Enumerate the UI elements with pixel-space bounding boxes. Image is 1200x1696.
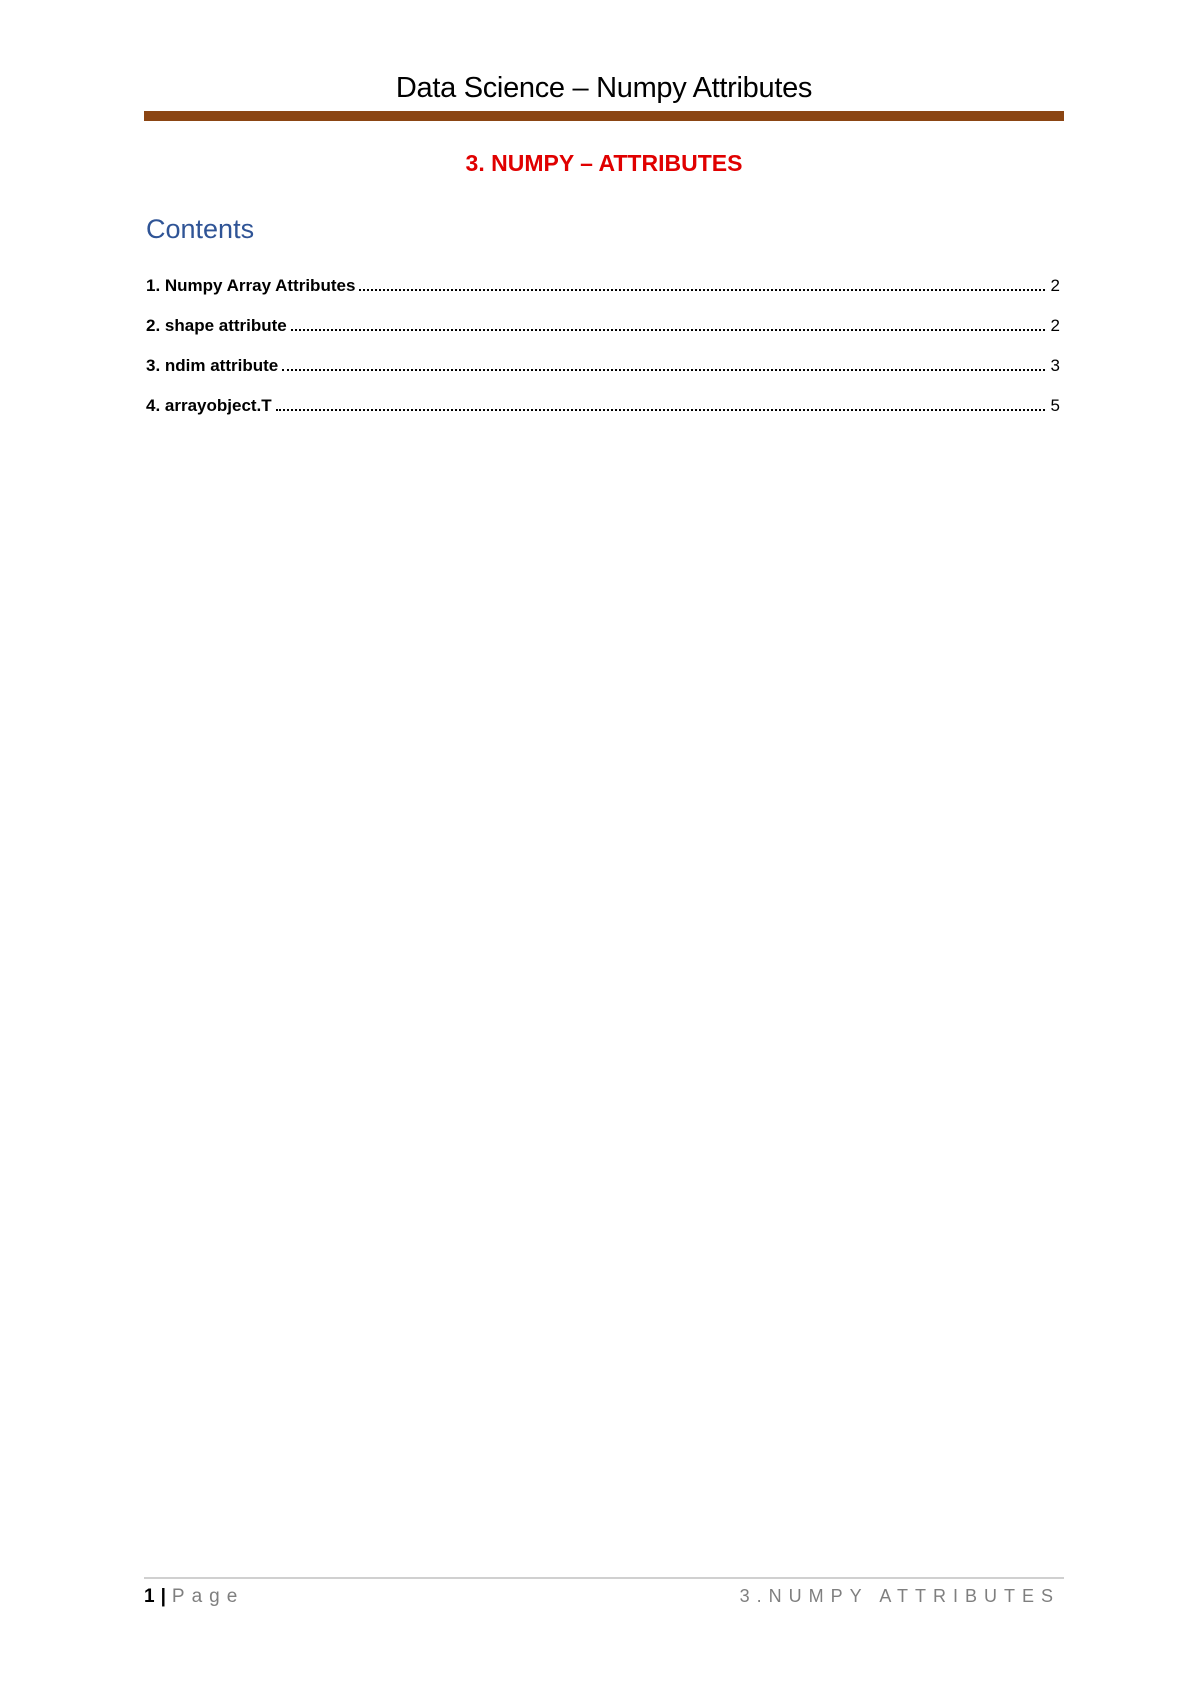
toc-entry-ndim-attribute[interactable]: [146, 336, 1060, 376]
header-rule: [144, 111, 1064, 121]
table-of-contents: [146, 256, 1060, 416]
toc-entry-shape-attribute[interactable]: [146, 296, 1060, 336]
toc-entry-arrayobject-t[interactable]: [146, 376, 1060, 416]
toc-entry-label: 1. Numpy Array Attributes: [146, 276, 356, 295]
toc-dot-leader: [291, 328, 1045, 331]
footer-section-title: 3.NUMPY ATTRIBUTES: [739, 1586, 1060, 1606]
toc-entry-page: 5: [1050, 396, 1060, 415]
toc-entry-label: 2. shape attribute: [146, 316, 287, 335]
footer-rule: [144, 1577, 1064, 1579]
page-footer: [144, 1586, 1060, 1608]
toc-entry-page: 2: [1050, 316, 1060, 335]
toc-entry-label: 4. arrayobject.T: [146, 396, 272, 415]
footer-page-indicator: [144, 1586, 244, 1608]
footer-page-number: 1: [144, 1586, 157, 1607]
footer-page-label: Page: [171, 1586, 245, 1607]
toc-entry-page: 2: [1050, 276, 1060, 295]
document-title: 3. NUMPY – ATTRIBUTES: [465, 150, 743, 176]
toc-dot-leader: [282, 368, 1044, 371]
toc-entry-numpy-array-attributes[interactable]: [146, 256, 1060, 296]
toc-entry-label: 3. ndim attribute: [146, 356, 279, 375]
toc-entry-page: 3: [1050, 356, 1060, 375]
toc-dot-leader: [276, 408, 1045, 411]
toc-dot-leader: [359, 288, 1044, 291]
footer-separator: |: [160, 1586, 166, 1607]
page-header-title: Data Science – Numpy Attributes: [395, 72, 813, 104]
toc-heading: Contents: [146, 214, 255, 244]
